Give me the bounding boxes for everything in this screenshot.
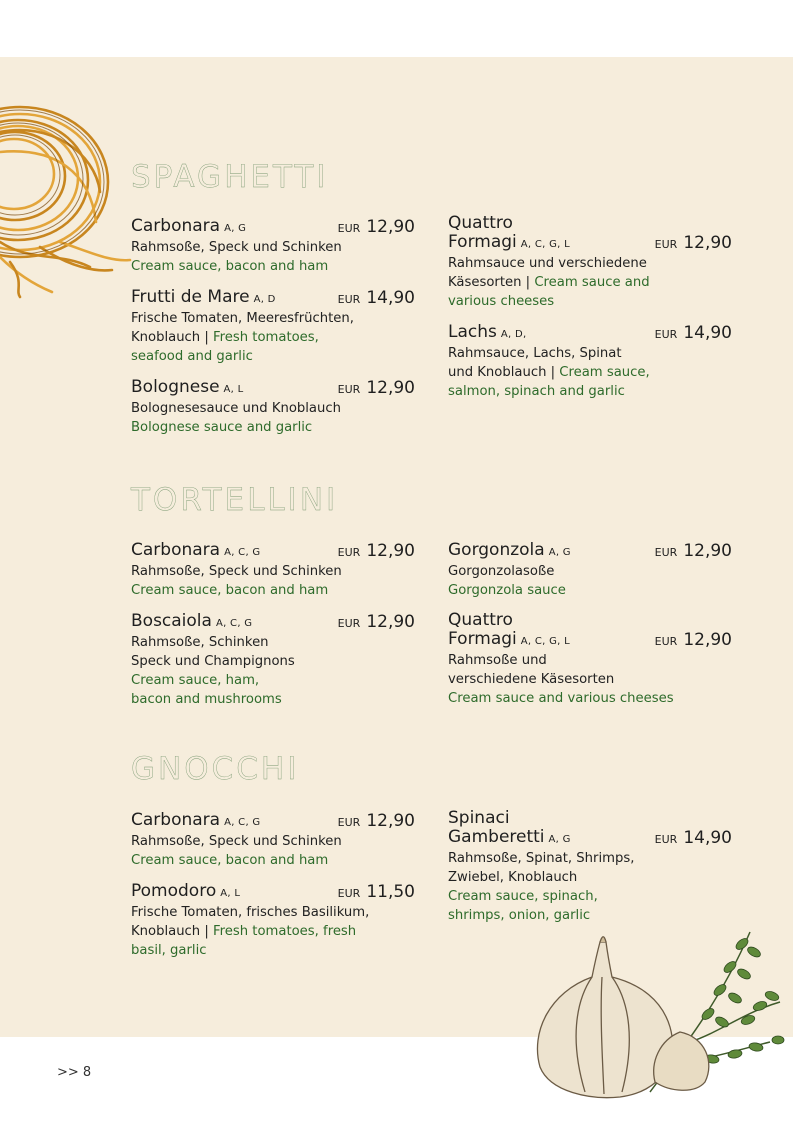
description-en: Cream sauce and various cheeses <box>448 691 674 706</box>
description-en: salmon, spinach and garlic <box>448 384 625 399</box>
section-title-gnocchi: GNOCCHI <box>131 751 300 787</box>
allergens: A, C, G, L <box>520 239 570 250</box>
spaghetti-nest-illustration <box>0 92 135 302</box>
description-de: Frische Tomaten, frisches Basilikum, <box>131 905 370 920</box>
description-en: bacon and mushrooms <box>131 692 282 707</box>
menu-item-spaghetti-bolognese <box>131 375 415 437</box>
dish-name: Quattro Formagi A, C, G, L <box>448 610 570 649</box>
description-en: Cream sauce, bacon and ham <box>131 259 329 274</box>
menu-item-spaghetti-quattro-formagi <box>448 212 732 311</box>
dish-name: Carbonara A, C, G <box>131 810 261 830</box>
menu-item-gnocchi-pomodoro <box>131 879 415 960</box>
description-de: verschiedene Käsesorten <box>448 672 615 687</box>
section-title-spaghetti: SPAGHETTI <box>131 159 329 195</box>
description-de: Bolognesesauce und Knoblauch <box>131 401 341 416</box>
allergens: A, D <box>253 294 276 305</box>
description-de: Rahmsoße, Speck und Schinken <box>131 240 342 255</box>
description-mixed: Käsesorten | Cream sauce and <box>448 275 650 290</box>
description-en: shrimps, onion, garlic <box>448 908 591 923</box>
allergens: A, L <box>220 888 241 899</box>
description-de: Rahmsoße, Speck und Schinken <box>131 564 342 579</box>
description-de: Frische Tomaten, Meeresfrüchten, <box>131 311 354 326</box>
dish-name: Carbonara A, G <box>131 216 247 236</box>
price: EUR 12,90 <box>337 811 415 831</box>
page-number: >> 8 <box>57 1065 92 1080</box>
allergens: A, G <box>224 223 247 234</box>
allergens: A, G <box>548 834 571 845</box>
description-en: Cream sauce, bacon and ham <box>131 853 329 868</box>
menu-item-spaghetti-lachs <box>448 320 732 401</box>
description-en: Cream sauce, spinach, <box>448 889 598 904</box>
description-mixed: und Knoblauch | Cream sauce, <box>448 365 650 380</box>
menu-item-spaghetti-carbonara <box>131 214 415 276</box>
price: EUR 12,90 <box>654 541 732 561</box>
menu-item-spaghetti-frutti-de-mare <box>131 285 415 366</box>
description-de: Zwiebel, Knoblauch <box>448 870 578 885</box>
allergens: A, L <box>223 384 244 395</box>
description-mixed: Knoblauch | Fresh tomatoes, <box>131 330 319 345</box>
dish-name: Frutti de Mare A, D <box>131 287 276 307</box>
price: EUR 12,90 <box>337 612 415 632</box>
allergens: A, C, G <box>224 817 261 828</box>
description-en: Cream sauce, ham, <box>131 673 260 688</box>
description-en: Cream sauce, bacon and ham <box>131 583 329 598</box>
description-en: seafood and garlic <box>131 349 253 364</box>
description-en: Gorgonzola sauce <box>448 583 566 598</box>
description-de: Rahmsoße, Spinat, Shrimps, <box>448 851 635 866</box>
description-en: basil, garlic <box>131 943 207 958</box>
description-en: Bolognese sauce and garlic <box>131 420 313 435</box>
allergens: A, C, G, L <box>520 636 570 647</box>
description-en: various cheeses <box>448 294 555 309</box>
price: EUR 12,90 <box>337 217 415 237</box>
description-de: Rahmsauce und verschiedene <box>448 256 647 271</box>
allergens: A, C, G <box>224 547 261 558</box>
description-de: Rahmsoße, Speck und Schinken <box>131 834 342 849</box>
menu-item-tortellini-quattro-formagi <box>448 609 732 708</box>
price: EUR 11,50 <box>337 882 415 902</box>
menu-item-tortellini-boscaiola <box>131 609 415 709</box>
description-de: Rahmsoße, Schinken <box>131 635 269 650</box>
dish-name: Spinaci Gamberetti A, G <box>448 808 571 847</box>
description-de: Rahmsoße und <box>448 653 547 668</box>
menu-item-gnocchi-carbonara <box>131 808 415 870</box>
garlic-and-thyme-illustration <box>530 922 793 1102</box>
price: EUR 12,90 <box>337 378 415 398</box>
menu-item-gnocchi-spinaci-gamberetti <box>448 807 732 925</box>
dish-name: Lachs A, D, <box>448 322 527 342</box>
price: EUR 12,90 <box>654 233 732 253</box>
menu-item-tortellini-carbonara <box>131 538 415 600</box>
dish-name: Pomodoro A, L <box>131 881 241 901</box>
allergens: A, C, G <box>215 618 253 629</box>
allergens: A, D, <box>500 329 527 340</box>
price: EUR 12,90 <box>337 541 415 561</box>
description-de: Rahmsauce, Lachs, Spinat <box>448 346 622 361</box>
price: EUR 14,90 <box>337 288 415 308</box>
allergens: A, G <box>548 547 571 558</box>
menu-item-tortellini-gorgonzola <box>448 538 732 600</box>
description-de: Speck und Champignons <box>131 654 295 669</box>
description-mixed: Knoblauch | Fresh tomatoes, fresh <box>131 924 357 939</box>
dish-name: Quattro Formagi A, C, G, L <box>448 213 570 252</box>
section-title-tortellini: TORTELLINI <box>131 482 339 518</box>
price: EUR 12,90 <box>654 630 732 650</box>
dish-name: Gorgonzola A, G <box>448 540 571 560</box>
price: EUR 14,90 <box>654 828 732 848</box>
dish-name: Bolognese A, L <box>131 377 244 397</box>
dish-name: Carbonara A, C, G <box>131 540 261 560</box>
price: EUR 14,90 <box>654 323 732 343</box>
dish-name: Boscaiola A, C, G <box>131 611 253 631</box>
description-de: Gorgonzolasoße <box>448 564 555 579</box>
